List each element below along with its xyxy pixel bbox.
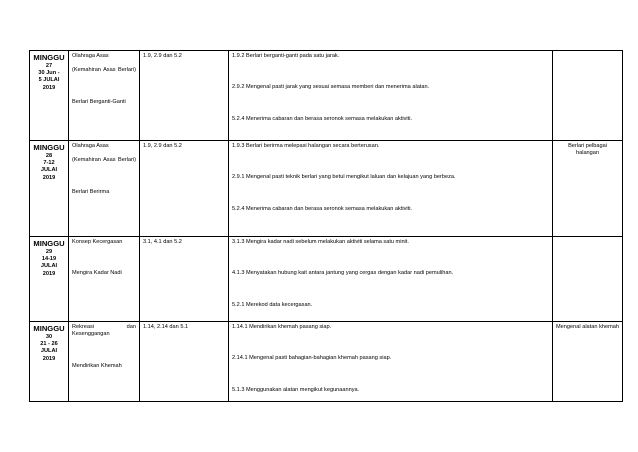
notes-cell <box>553 237 623 322</box>
objective-item: 4.1.3 Menyatakan hubung kait antara jantung yang cergas dengan kadar nadi pemulihan. <box>232 270 454 277</box>
week-date-start: 21 - 26 <box>40 341 58 348</box>
objective-item: 2.14.1 Mengenal pasti bahagian-bahagian khemah pasang siap. <box>232 355 392 362</box>
unit-topic: Mengira Kadar Nadi <box>72 270 122 277</box>
objective-item: 1.9.3 Berlari berirma melepasi halangan secara berterusan. <box>232 143 380 149</box>
unit-title: Olahraga Asas <box>72 143 109 149</box>
week-date-start: 14-19 <box>41 256 57 263</box>
lesson-plan-table <box>29 50 623 402</box>
week-date-start: 7-12 <box>43 160 55 167</box>
table-row <box>30 51 623 141</box>
unit-title: Rekreasi dan Kesenggangan <box>72 324 136 338</box>
standard-cell: 1.14, 2.14 dan 5.1 <box>140 322 229 402</box>
objective-item: 1.9.2 Berlari berganti-ganti pada satu jarak. <box>232 53 340 59</box>
unit-topic: Mendirikan Khemah <box>72 362 122 369</box>
notes-cell <box>553 51 623 141</box>
week-label: MINGGU <box>33 53 65 62</box>
objective-item: 2.9.2 Mengenal pasti jarak yang sesuai semasa memberi dan menerima alatan. <box>232 84 430 91</box>
week-cell <box>30 322 69 402</box>
week-number: 29 <box>45 248 53 255</box>
objective-item: 5.1.3 Menggunakan alatan mengikut kegunaannya. <box>232 386 360 393</box>
week-label: MINGGU <box>33 239 65 248</box>
objective-item: 5.2.1 Merekod data kecergasan. <box>232 301 313 308</box>
week-date-end: JULAI <box>40 348 58 355</box>
unit-subtitle: (Kemahiran Asas Berlari) <box>72 157 136 164</box>
objective-item: 2.9.1 Mengenal pasti teknik berlari yang betul mengikut laluan dan kelajuan yang berbeza. <box>232 174 456 181</box>
table-row <box>30 322 623 402</box>
week-number: 27 <box>45 62 53 69</box>
week-cell <box>30 237 69 322</box>
week-year: 2019 <box>42 355 56 362</box>
week-year: 2019 <box>42 84 56 91</box>
week-date-end: 5 JULAI <box>38 77 60 84</box>
unit-cell <box>69 141 140 237</box>
week-year: 2019 <box>42 174 56 181</box>
week-date-end: JULAI <box>40 263 58 270</box>
week-cell <box>30 141 69 237</box>
unit-title: Konsep Kecergasan <box>72 239 123 245</box>
unit-cell <box>69 237 140 322</box>
objectives-cell <box>229 237 553 322</box>
notes-cell: Berlari pelbagai halangan <box>553 141 623 237</box>
unit-cell <box>69 322 140 402</box>
unit-subtitle: (Kemahiran Asas Berlari) <box>72 67 136 74</box>
table-row <box>30 237 623 322</box>
week-date-end: JULAI <box>40 167 58 174</box>
week-number: 28 <box>45 152 53 159</box>
week-cell <box>30 51 69 141</box>
notes-cell: Mengenal alatan khemah <box>553 322 623 402</box>
objectives-cell <box>229 141 553 237</box>
unit-cell <box>69 51 140 141</box>
objectives-cell <box>229 51 553 141</box>
unit-topic: Berlari Berirma <box>72 188 110 195</box>
objective-item: 3.1.3 Mengira kadar nadi sebelum melakukan aktiviti selama satu minit. <box>232 239 409 245</box>
standard-cell: 1.9, 2.9 dan 5.2 <box>140 141 229 237</box>
week-number: 30 <box>45 333 53 340</box>
standard-cell: 3.1, 4.1 dan 5.2 <box>140 237 229 322</box>
standard-cell: 1.9, 2.9 dan 5.2 <box>140 51 229 141</box>
objective-item: 5.2.4 Menerima cabaran dan berasa seronok semasa melakukan aktiviti. <box>232 115 413 122</box>
week-label: MINGGU <box>33 143 65 152</box>
week-date-start: 30 Jun - <box>38 70 60 77</box>
objective-item: 1.14.1 Mendirikan khemah pasang siap. <box>232 324 332 330</box>
unit-topic: Berlari Berganti-Ganti <box>72 98 126 105</box>
table-row <box>30 141 623 237</box>
objectives-cell <box>229 322 553 402</box>
week-year: 2019 <box>42 270 56 277</box>
unit-title: Olahraga Asas <box>72 53 109 59</box>
week-label: MINGGU <box>33 324 65 333</box>
objective-item: 5.2.4 Menerima cabaran dan berasa seronok semasa melakukan aktiviti. <box>232 205 413 212</box>
